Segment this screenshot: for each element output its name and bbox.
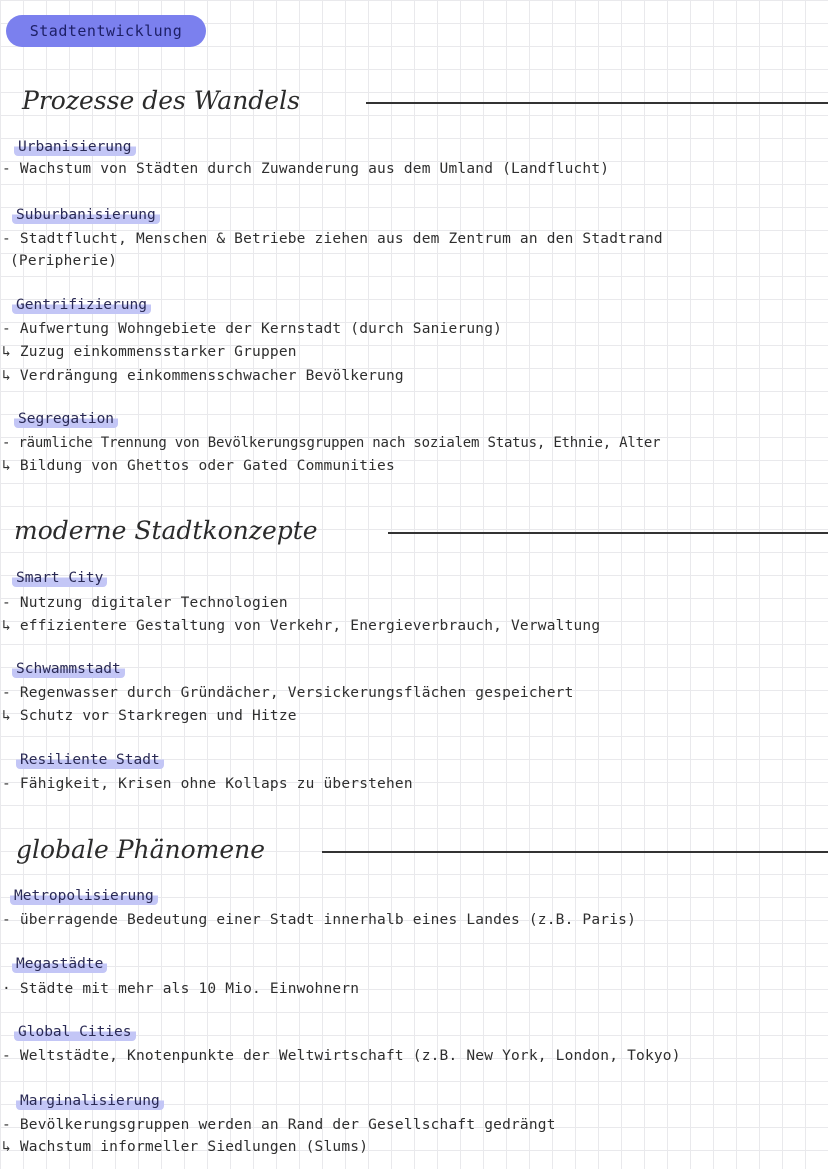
section-divider [366,102,828,104]
term-metropolisierung: Metropolisierung [10,888,158,905]
section-heading-2 [0,516,828,546]
note-line: · Städte mit mehr als 10 Mio. Einwohnern [2,981,360,997]
note-line: - Wachstum von Städten durch Zuwanderung aus dem Umland (Landflucht) [2,161,610,177]
note-line: ↳ effizientere Gestaltung von Verkehr, Energieverbrauch, Verwaltung [2,618,601,634]
section-heading-3 [0,835,828,865]
note-line: - Stadtflucht, Menschen & Betriebe ziehen aus dem Zentrum an den Stadtrand [2,231,663,247]
note-line: - Nutzung digitaler Technologien [2,595,288,611]
section-divider [322,851,828,853]
page-title: Stadtentwicklung [6,15,206,47]
note-line: ↳ Zuzug einkommensstarker Gruppen [2,344,297,360]
term-gentrifizierung: Gentrifizierung [12,297,151,314]
note-line: (Peripherie) [10,253,118,269]
term-urbanisierung: Urbanisierung [14,139,136,156]
term-segregation: Segregation [14,411,118,428]
term-megastaedte: Megastädte [12,956,107,973]
note-line: - überragende Bedeutung einer Stadt innerhalb eines Landes (z.B. Paris) [2,912,637,928]
note-line: ↳ Verdrängung einkommensschwacher Bevölkerung [2,368,404,384]
note-line: - Aufwertung Wohngebiete der Kernstadt (durch Sanierung) [2,321,503,337]
term-smart-city: Smart City [12,570,107,587]
note-line: ↳ Bildung von Ghettos oder Gated Communities [2,458,395,474]
note-line: - Regenwasser durch Gründächer, Versickerungsflächen gespeichert [2,685,574,701]
section-title: moderne Stadtkonzepte [14,516,318,545]
note-line: ↳ Wachstum informeller Siedlungen (Slums) [2,1139,369,1155]
term-marginalisierung: Marginalisierung [16,1093,164,1110]
section-title: Prozesse des Wandels [22,86,300,115]
note-line: - Bevölkerungsgruppen werden an Rand der Gesellschaft gedrängt [2,1117,556,1133]
note-line: - räumliche Trennung von Bevölkerungsgruppen nach sozialem Status, Ethnie, Alter [2,435,661,451]
note-line: - Fähigkeit, Krisen ohne Kollaps zu überstehen [2,776,413,792]
term-resiliente-stadt: Resiliente Stadt [16,752,164,769]
note-line: ↳ Schutz vor Starkregen und Hitze [2,708,297,724]
term-global-cities: Global Cities [14,1024,136,1041]
term-suburbanisierung: Suburbanisierung [12,207,160,224]
term-schwammstadt: Schwammstadt [12,661,125,678]
section-heading-1 [0,86,828,116]
section-divider [388,532,828,534]
section-title: globale Phänomene [16,835,266,864]
note-line: - Weltstädte, Knotenpunkte der Weltwirtschaft (z.B. New York, London, Tokyo) [2,1048,681,1064]
